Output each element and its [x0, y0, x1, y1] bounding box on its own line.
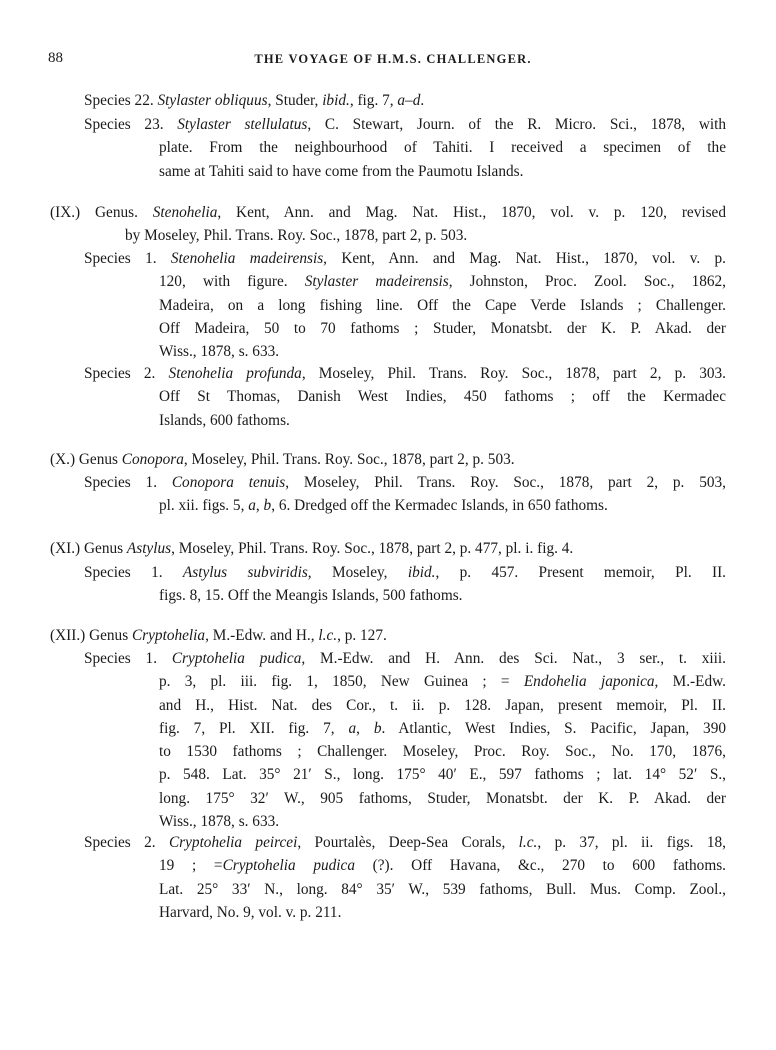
text-run: , p. 457. Present memoir, Pl. II. [435, 564, 727, 581]
species-entry [84, 831, 726, 924]
text-line [84, 409, 726, 432]
italic-term: ibid. [322, 92, 350, 109]
text-run: (IX.) Genus. [50, 204, 153, 221]
text-run: by Moseley, Phil. Trans. Roy. Soc., 1878, part 2, p. 503. [125, 227, 468, 245]
italic-term: ibid. [407, 564, 436, 581]
text-run: , Moseley, Phil. Trans. Roy. Soc., 1878, part 2, p. 503, [285, 474, 726, 491]
text-run: , Moseley, Phil. Trans. Roy. Soc., 1878, part 2, p. 503. [183, 451, 515, 468]
italic-term: Conopora [121, 451, 184, 468]
text-run: , M.-Edw. [654, 673, 726, 691]
text-line [84, 362, 726, 385]
italic-term: a [248, 497, 256, 515]
text-run: , [356, 719, 374, 737]
text-run: to 1530 fathoms ; Challenger. Moseley, Proc. Roy. Soc., No. 170, 1876, [159, 743, 726, 761]
text-run: Off Madeira, 50 to 70 fathoms ; Studer, Monatsbt. der K. P. Akad. der [159, 319, 726, 337]
page-header [48, 50, 738, 72]
italic-term: Astylus subviridis [182, 564, 308, 581]
text-line [84, 385, 726, 408]
text-run: Species 2. [84, 365, 169, 382]
text-line [84, 717, 726, 740]
italic-term: Stylaster stellulatus [177, 116, 308, 133]
italic-term: Stylaster obliquus [157, 92, 268, 109]
species-entry [84, 247, 726, 363]
text-line [84, 694, 726, 717]
text-line [84, 561, 726, 584]
italic-term: l.c. [318, 627, 338, 644]
italic-term: a–d [397, 92, 421, 109]
text-run: pl. xii. figs. 5, [159, 497, 249, 515]
text-run: , M.-Edw. and H. Ann. des Sci. Nat., 3 ser., t. xiii. [301, 650, 726, 667]
text-run: (XII.) Genus [50, 627, 132, 644]
text-line [84, 294, 726, 317]
running-title: THE VOYAGE OF H.M.S. CHALLENGER. [254, 52, 532, 66]
text-line [84, 471, 726, 494]
text-run: , p. 127. [337, 627, 387, 644]
text-run: fig. 7, Pl. XII. fig. 7, [159, 719, 349, 737]
text-run: Species 1. [84, 250, 171, 267]
text-line [84, 340, 726, 363]
text-run: , Kent, Ann. and Mag. Nat. Hist., 1870, vol. v. p. [323, 250, 726, 267]
text-run: , Kent, Ann. and Mag. Nat. Hist., 1870, vol. v. p. 120, revised [217, 204, 726, 221]
text-run: Harvard, No. 9, vol. v. p. 211. [159, 903, 342, 921]
italic-term: Stenohelia [152, 204, 218, 221]
text-run: Wiss., 1878, s. 633. [159, 343, 280, 361]
italic-term: Cryptohelia pudica [171, 650, 302, 667]
text-run: Species 22. [84, 92, 158, 109]
text-line [84, 113, 726, 136]
species-entry [84, 362, 726, 432]
italic-term: Astylus [126, 540, 172, 557]
italic-term: Cryptohelia peircei [168, 834, 298, 851]
text-line [84, 831, 726, 854]
italic-term: Cryptohelia [131, 627, 206, 644]
text-run: (XI.) Genus [50, 540, 127, 557]
text-line [84, 878, 726, 901]
text-run: Islands, 600 fathoms. [159, 411, 290, 429]
text-line [84, 494, 726, 517]
text-run: Madeira, on a long fishing line. Off the Cape Verde Islands ; Challenger. [159, 296, 726, 314]
text-run: , [255, 497, 264, 515]
text-line [50, 537, 726, 560]
text-run: , Moseley, Phil. Trans. Roy. Soc., 1878, part 2, p. 303. [301, 365, 726, 382]
text-run: 120, with figure. [159, 273, 305, 291]
italic-term: b [263, 497, 272, 515]
italic-term: Endohelia japonica [523, 673, 655, 691]
text-run: , fig. 7, [349, 92, 398, 109]
species-entry [84, 89, 564, 112]
text-run: Off St Thomas, Danish West Indies, 450 fathoms ; off the Kermadec [159, 388, 726, 406]
text-line [84, 810, 726, 833]
text-run: , Moseley, Phil. Trans. Roy. Soc., 1878, part 2, p. 477, pl. i. fig. 4. [171, 540, 574, 557]
genus-entry [50, 537, 726, 560]
text-run: Lat. 25° 33′ N., long. 84° 35′ W., 539 fathoms, Bull. Mus. Comp. Zool., [159, 880, 726, 898]
text-run: (X.) Genus [50, 451, 122, 468]
text-line [84, 317, 726, 340]
text-run: , 6. Dredged off the Kermadec Islands, in 650 fathoms. [271, 497, 608, 515]
text-run: Species 1. [84, 564, 183, 581]
italic-term: Cryptohelia pudica [222, 857, 355, 875]
text-line [84, 136, 726, 159]
text-run: , Johnston, Proc. Zool. Soc., 1862, [448, 273, 727, 291]
italic-term: Stylaster madeirensis [304, 273, 449, 291]
text-run: p. 548. Lat. 35° 21′ S., long. 175° 40′ E., 597 fathoms ; lat. 14° 52′ S., [159, 766, 726, 784]
text-run: . Atlantic, West Indies, S. Pacific, Japan, 390 [381, 719, 726, 737]
text-run: and H., Hist. Nat. des Cor., t. ii. p. 128. Japan, present memoir, Pl. II. [159, 696, 726, 714]
italic-term: l.c. [518, 834, 538, 851]
text-run: , C. Stewart, Journ. of the R. Micro. Sci., 1878, with [307, 116, 727, 133]
text-run: . [420, 92, 425, 109]
text-run: Species 1. [84, 650, 172, 667]
text-line [84, 901, 726, 924]
text-run: Species 1. [84, 474, 172, 491]
text-run: 19 ; = [159, 857, 223, 875]
text-run: (?). Off Havana, &c., 270 to 600 fathoms. [354, 857, 726, 875]
italic-term: a [348, 719, 357, 737]
species-entry [84, 561, 726, 608]
species-entry [84, 113, 726, 183]
text-run: Species 23. [84, 116, 178, 133]
italic-term: Conopora tenuis [171, 474, 286, 491]
text-line [84, 787, 726, 810]
text-line [84, 584, 726, 607]
text-run: , Studer, [267, 92, 323, 109]
text-line [84, 670, 726, 693]
text-line [84, 160, 726, 183]
text-line [84, 763, 726, 786]
text-line [50, 624, 530, 647]
text-line [84, 270, 726, 293]
text-run: plate. From the neighbourhood of Tahiti. I received a specimen of the [159, 139, 726, 157]
text-line [84, 89, 564, 112]
text-line [84, 247, 726, 270]
text-run: Species 2. [84, 834, 169, 851]
text-run: figs. 8, 15. Off the Meangis Islands, 500 fathoms. [159, 587, 463, 605]
italic-term: Stenohelia profunda [168, 365, 302, 382]
text-line [84, 647, 726, 670]
text-line [50, 448, 650, 471]
text-run: long. 175° 32′ W., 905 fathoms, Studer, Monatsbt. der K. P. Akad. der [159, 789, 726, 807]
genus-entry [50, 448, 650, 471]
italic-term: b [373, 719, 382, 737]
species-entry [84, 471, 726, 518]
text-run: Wiss., 1878, s. 633. [159, 813, 280, 831]
page-number: 88 [48, 50, 63, 66]
text-line [50, 201, 726, 224]
text-line [84, 740, 726, 763]
text-run: , Pourtalès, Deep-Sea Corals, [297, 834, 519, 851]
text-line [50, 224, 726, 247]
text-run: , p. 37, pl. ii. figs. 18, [537, 834, 727, 851]
text-run: same at Tahiti said to have come from the Paumotu Islands. [159, 162, 524, 180]
genus-entry [50, 624, 530, 647]
text-run: , Moseley, [307, 564, 408, 581]
text-run: p. 3, pl. iii. fig. 1, 1850, New Guinea ; = [159, 673, 524, 691]
text-run: , M.-Edw. and H., [205, 627, 319, 644]
genus-entry [50, 201, 726, 248]
text-line [84, 854, 726, 877]
species-entry [84, 647, 726, 833]
italic-term: Stenohelia madeirensis [170, 250, 324, 267]
